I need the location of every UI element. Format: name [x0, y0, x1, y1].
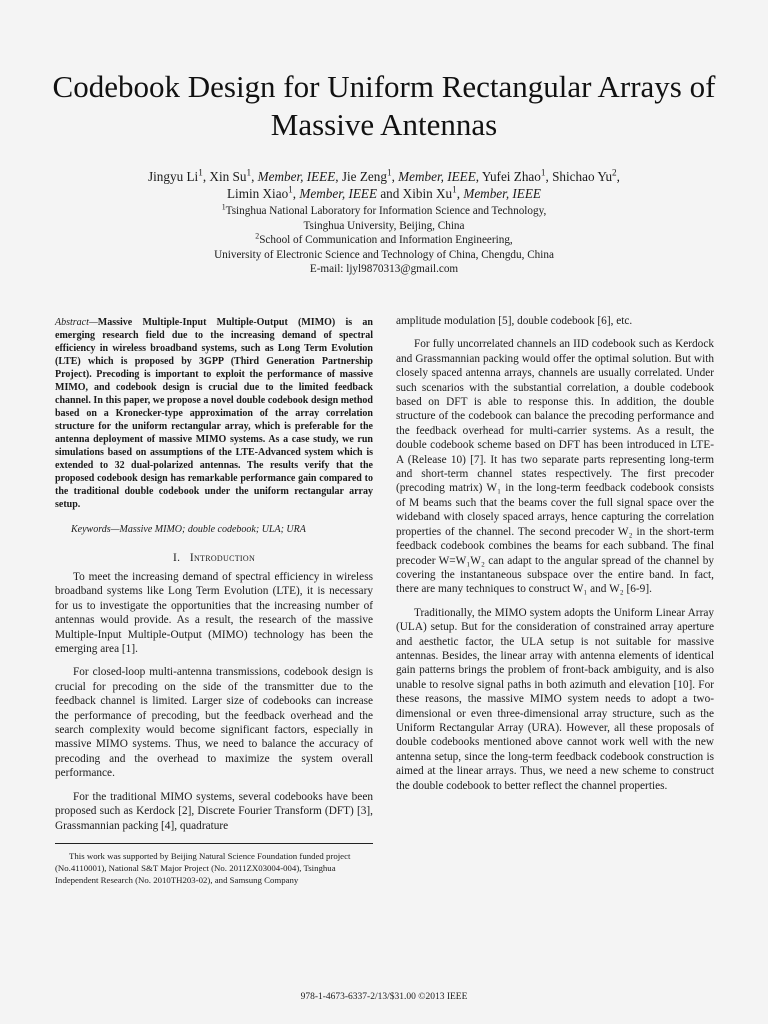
abstract: Abstract—Massive Multiple-Input Multiple-Output (MIMO) is an emerging research field due to the increasing demand of spectral efficiency in wireless broadband systems, such as Long Term Evolution (LTE) which is proposed by 3GPP (Third Generation Partnership Project). Precoding is important to exploit the performance of massive MIMO, and codebook design is crucial due to the limited feedback channel. In this paper, we propose a novel double codebook design method based on a Kronecker-type approximation of the array correlation structure for the uniform rectangular array, which is preferable for the antenna deployment of massive MIMO systems. As a case study, we run simulations based on assumptions of the LTE-Advanced system which is extended to 32 dual-polarized antennas. The results verify that the proposed codebook design has remarkable performance gain compared to the traditional double codebook under the uniform rectangular array setup. — [55, 317, 373, 510]
affiliation-2-line-1: $^2$School of Communication and Information Engineering, — [255, 231, 513, 246]
author-name: Xin Su — [209, 169, 247, 184]
author-name: Limin Xiao — [227, 186, 289, 201]
right-paragraph-0: amplitude modulation [5], double codebook [6], etc. — [396, 315, 633, 327]
author-list — [60, 168, 708, 202]
section-heading-introduction: I. Introduction — [172, 552, 256, 564]
footnote-divider — [55, 843, 373, 844]
affiliations — [60, 204, 708, 277]
affiliation-1-line-2: Tsinghua University, Beijing, China — [303, 219, 465, 232]
author-name: Xibin Xu — [402, 186, 453, 201]
paper-title: Codebook Design for Uniform Rectangular Arrays of Massive Antennas — [52, 69, 716, 142]
author-role: Member, IEEE — [257, 169, 336, 184]
intro-paragraph-1: To meet the increasing demand of spectral efficiency in wireless broadband systems like Long Term Evolution (LTE), it is necessary for us to investigate the opportunities that the increasing number of antennas would provide. As a result, the research of the massive Multiple-Input Multiple-Output (MIMO) technology has been the emerging area [1]. — [55, 571, 373, 656]
abstract-text: Massive Multiple-Input Multiple-Output (MIMO) is an emerging research field due to the increasing demand of spectral efficiency in wireless broadband systems, such as Long Term Evolution (LTE) which is proposed by 3GPP (Third Generation Partnership Project). Precoding is important to exploit the performance of massive MIMO, and codebook design is crucial due to the limited feedback channel. In this paper, we propose a novel double codebook design method based on a Kronecker-type approximation of the array correlation structure for the uniform rectangular array, which is preferable for the antenna deployment of massive MIMO systems. As a case study, we run simulations based on assumptions of the LTE-Advanced system which is extended to 32 dual-polarized antennas. The results verify that the proposed codebook design has remarkable performance gain compared to the traditional double codebook under the uniform rectangular array setup. — [55, 317, 373, 510]
funding-footnote: This work was supported by Beijing Natural Science Foundation funded project (No.4110001), National S&T Major Project (No. 2011ZX03004-004), Tsinghua Independent Research (No. 2010TH203-02), and Samsung Company — [55, 850, 351, 885]
intro-paragraph-2: For closed-loop multi-antenna transmissions, codebook design is crucial for precoding on the side of the transmitter due to the feedback channel is limited. Larger size of codebooks can increase the performance of precoding, but the feedback overhead and the search complexity would become significant factors, especially in massive MIMO systems. Thus, we need to balance the accuracy of precoding and the overhead to maximize the system overall performance. — [55, 666, 373, 780]
author-name: Yufei Zhao — [481, 169, 541, 184]
left-column — [55, 316, 373, 886]
author-role: Member, IEEE — [463, 186, 541, 201]
author-name: Jie Zeng — [341, 169, 387, 184]
author-role: Member, IEEE — [299, 186, 378, 201]
right-paragraph-1: For fully uncorrelated channels an IID codebook such as Kerdock and Grassmannian packing would offer the optimal solution. But with closely spaced antenna arrays, channels are usually correlated. Under such scenarios with the substantial correlation, a double codebook based on DFT is able to response this. In addition, the double structure of the codebook can balance the precoding performance and the feedback overhead for multi-carrier systems. As a result, the double codebook scheme based on DFT has been introduced in LTE-A (Release 10) [7]. It has two separate parts representing long-term and short-term channel states respectively. The first precoder (precoding matrix) W₁ in the long-term feedback codebook consists of M beams such that the beams cover the full signal space over the wideband with closely spaced arrays, hence capturing the correlation properties of the channel. The second precoder W₂ in the short-term feedback codebook combines the beams for each subband. The final precoder W=W₁W₂ can adapt to the angular spread of the channel by covering the instantaneous subspace over the entire band. In fact, there are many techniques to construct W₁ and W₂ [6-9]. — [396, 338, 714, 596]
copyright-footer: 978-1-4673-6337-2/13/$31.00 ©2013 IEEE — [300, 992, 468, 1002]
affiliation-2-line-2: University of Electronic Science and Technology of China, Chengdu, China — [214, 248, 554, 261]
author-name: Jingyu Li — [148, 169, 199, 184]
abstract-label: Abstract — [55, 317, 89, 328]
author-email: E-mail: ljyl9870313@gmail.com — [309, 263, 459, 275]
author-role: Member, IEEE — [398, 169, 476, 184]
right-paragraph-2: Traditionally, the MIMO system adopts the Uniform Linear Array (ULA) setup. But for the consideration of constrained array aperture and aesthetic factor, the ULA setup is not suitable for massive antennas. Besides, the linear array with antenna elements of identical gain patterns brings the problem of front-back ambiguity, and is also unable to resolve signal paths in both azimuth and elevation [10]. For these reasons, the massive MIMO system needs to adopt a two-dimensional or even three-dimensional array structure, such as the Uniform Rectangular Array (URA). However, all these proposals of double codebooks mentioned above cannot work well with the new antenna setup, since the long-term feedback codebook construction is aimed at the linear arrays. Thus, we need a new scheme to construct the double codebook to better reflect the channel properties. — [396, 606, 714, 792]
author-name: Shichao Yu — [552, 169, 613, 184]
right-column — [396, 314, 714, 802]
author-line-1: Jingyu Li$^1$, Xin Su$^1$, Member, IEEE, Jie Zeng$^1$, Member, IEEE, Yufei Zhao$^1$, Shichao Yu$^2$, — [148, 167, 620, 184]
intro-paragraph-3: For the traditional MIMO systems, several codebooks have been proposed such as Kerdock [2], Discrete Fourier Transform (DFT) [3], Grassmannian packing [4], quadrature — [55, 790, 373, 832]
author-line-2: Limin Xiao$^1$, Member, IEEE and Xibin Xu$^1$, Member, IEEE — [227, 184, 541, 201]
keywords: Keywords—Massive MIMO; double codebook; ULA; URA — [71, 524, 306, 535]
affiliation-1-line-1: $^1$Tsinghua National Laboratory for Information Science and Technology, — [221, 202, 547, 217]
